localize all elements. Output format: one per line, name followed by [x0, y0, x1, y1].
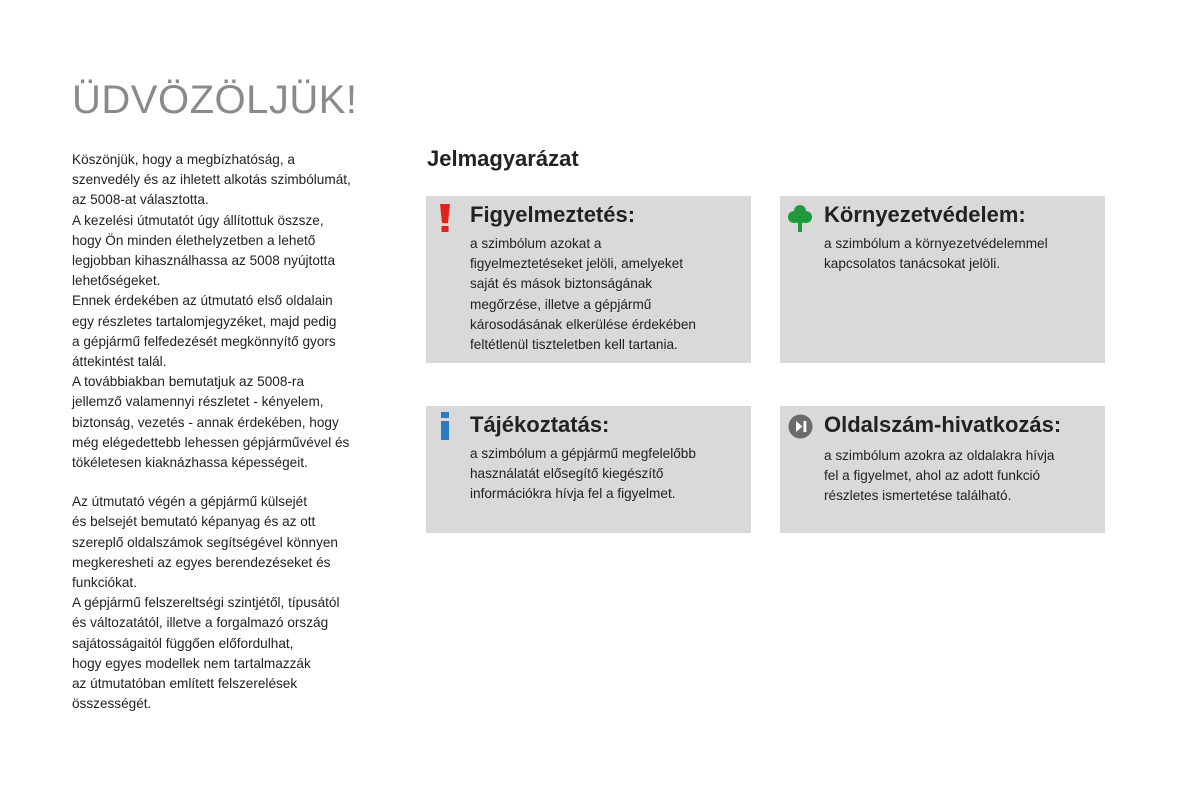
exclamation-dot — [442, 226, 449, 232]
info-icon — [438, 412, 452, 440]
legend-heading: Jelmagyarázat — [427, 146, 579, 171]
skip-forward-icon — [788, 414, 813, 439]
legend-title-info: Tájékoztatás: — [470, 412, 610, 437]
page-title: ÜDVÖZÖLJÜK! — [72, 78, 358, 122]
tree-icon — [788, 204, 812, 232]
legend-box-environment — [780, 196, 1105, 363]
intro-paragraph: Az útmutató végén a gépjármű külsejét és belsejét bemutató képanyag és az ott szereplő oldalszámok segítségével könnyen megkeresheti az egyes berendezéseket és funkciókat. A gépjármű felszereltségi szintjétől, típusától és változatától, illetve a forgalmazó ország sajátosságaitól függően előfordulhat, hogy egyes modellek nem tartalmazzák az útmutatóban említett felszerelések összességét. — [72, 494, 340, 712]
legend-box-info — [426, 406, 751, 533]
legend-title-warning: Figyelmeztetés: — [470, 202, 636, 227]
legend-box-page-reference — [780, 406, 1105, 533]
legend-text-environment: a szimbólum a környezetvédelemmel kapcsolatos tanácsokat jelöli. — [824, 236, 1048, 272]
exclamation-bar — [440, 204, 450, 223]
intro-text — [72, 150, 402, 714]
legend-title-environment: Környezetvédelem: — [824, 202, 1026, 227]
legend-text-info: a szimbólum a gépjármű megfelelőbb használatát elősegítő kiegészítő információkra hívja fel a figyelmet. — [470, 446, 696, 502]
legend-text-warning: a szimbólum azokat a figyelmeztetéseket jelöli, amelyeket saját és mások biztonságának megőrzése, illetve a gépjármű károsodásának elkerülése érdekében feltétlenül tiszteletben kell tartania. — [470, 236, 696, 353]
exclamation-icon — [438, 204, 452, 232]
legend-text-page-reference: a szimbólum azokra az oldalakra hívja fel a figyelmet, ahol az adott funkció részletes ismertetése található. — [824, 448, 1055, 504]
legend-box-warning — [426, 196, 751, 363]
legend-title-page-reference: Oldalszám-hivatkozás: — [824, 412, 1062, 437]
intro-paragraph: Köszönjük, hogy a megbízhatóság, a szenvedély és az ihletett alkotás szimbólumát, az 5008-at választotta. A kezelési útmutatót úgy állítottuk öszsze, hogy Ön minden élethelyzetben a lehető legjobban kihasználhassa az 5008 nyújtotta lehetőségeket. Ennek érdekében az útmutató első oldalain egy részletes tartalomjegyzéket, majd pedig a gépjármű felfedezését megkönnyítő gyors áttekintést talál. A továbbiakban bemutatjuk az 5008-ra jellemző valamennyi részletet - kényelem, biztonság, vezetés - annak érdekében, hogy még elégedettebb lehessen gépjárművével és tökéletesen kiaknázhassa képességeit. — [72, 152, 351, 471]
